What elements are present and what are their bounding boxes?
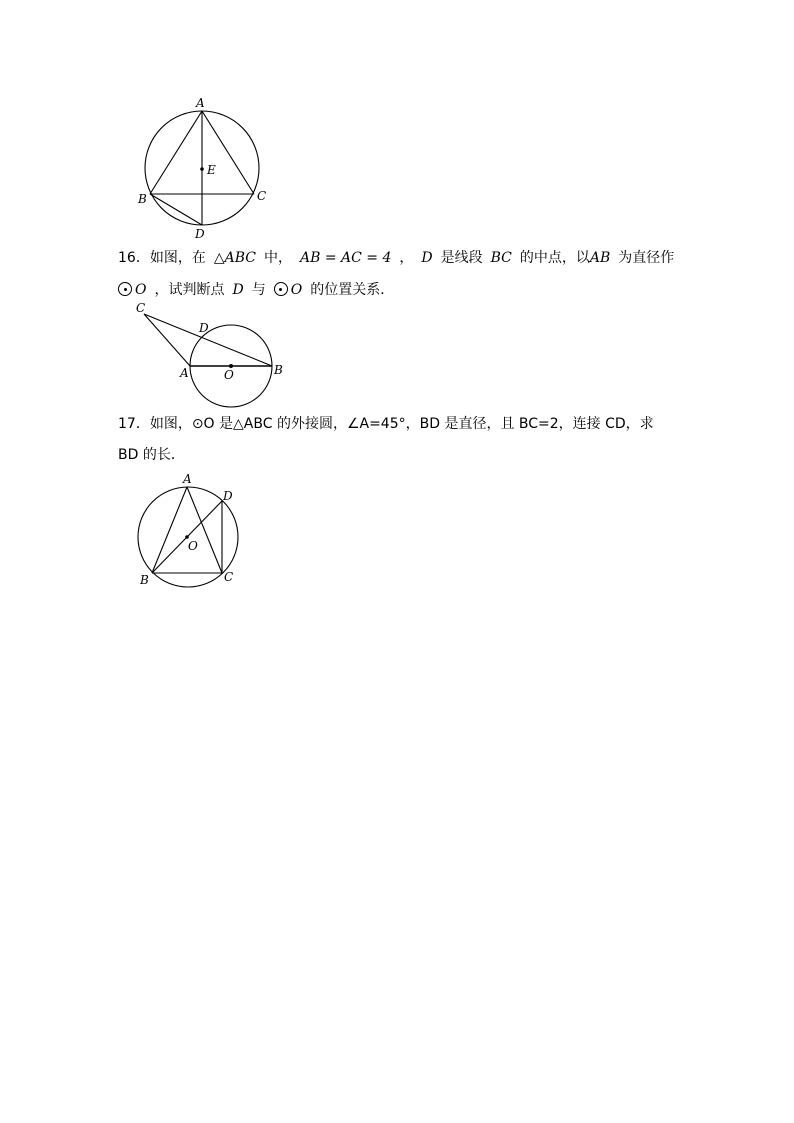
q16-text: 的位置关系．	[310, 282, 395, 298]
segment-ab	[150, 111, 202, 194]
q16-line1	[118, 248, 674, 268]
label-c: C	[136, 301, 146, 315]
math-d: D	[232, 282, 244, 298]
q17-line2: BD 的长．	[118, 447, 185, 463]
label-b: B	[138, 192, 147, 206]
q16-text: 与	[251, 282, 266, 298]
segment-ac	[202, 111, 254, 194]
point-e	[200, 167, 204, 171]
triangle-symbol: △	[213, 250, 225, 266]
q16-text: ，试判断点	[154, 282, 225, 298]
label-a: A	[180, 366, 189, 380]
math-ab: AB	[589, 250, 611, 266]
label-o: O	[188, 539, 198, 553]
label-d: D	[199, 321, 209, 335]
segment-ac	[187, 487, 222, 573]
q16-text: 的中点，以	[519, 250, 590, 266]
label-c: C	[257, 189, 267, 203]
segment-ca	[144, 314, 190, 366]
segment-bd	[150, 194, 202, 225]
segment-ab	[152, 487, 187, 573]
label-o: O	[224, 368, 234, 382]
math-d: D	[421, 250, 433, 266]
q16-text: 是线段	[440, 250, 483, 266]
q16-text: 中，	[263, 250, 292, 266]
q16-line2	[118, 280, 394, 300]
figure-circumcircle-abc	[128, 470, 253, 595]
q16-text: 如图，在	[149, 250, 206, 266]
circle-dot-icon	[118, 282, 132, 296]
question-number: 16．	[118, 250, 150, 266]
q16-text: ，	[399, 250, 414, 266]
label-b: B	[274, 363, 283, 377]
label-d: D	[223, 489, 233, 503]
q16-text: 为直径作	[618, 250, 675, 266]
math-o: O	[135, 282, 147, 298]
figure-circle-diameter-ab	[130, 298, 290, 410]
label-c: C	[224, 570, 234, 584]
math-bc: BC	[490, 250, 512, 266]
math-equation: AB = AC = 4	[299, 250, 392, 266]
figure-circle-triangle-e	[130, 92, 280, 242]
q17-line1: 17．如图，⊙O 是△ABC 的外接圆，∠A=45°，BD 是直径，且 BC=2，连接 CD，求	[118, 416, 654, 432]
label-b: B	[140, 573, 149, 587]
label-e: E	[207, 163, 216, 177]
label-d: D	[195, 227, 205, 241]
label-a: A	[196, 96, 205, 110]
circle-dot-icon	[274, 282, 288, 296]
math-o: O	[290, 282, 303, 298]
label-a: A	[183, 472, 192, 486]
math-abc: ABC	[224, 250, 256, 266]
